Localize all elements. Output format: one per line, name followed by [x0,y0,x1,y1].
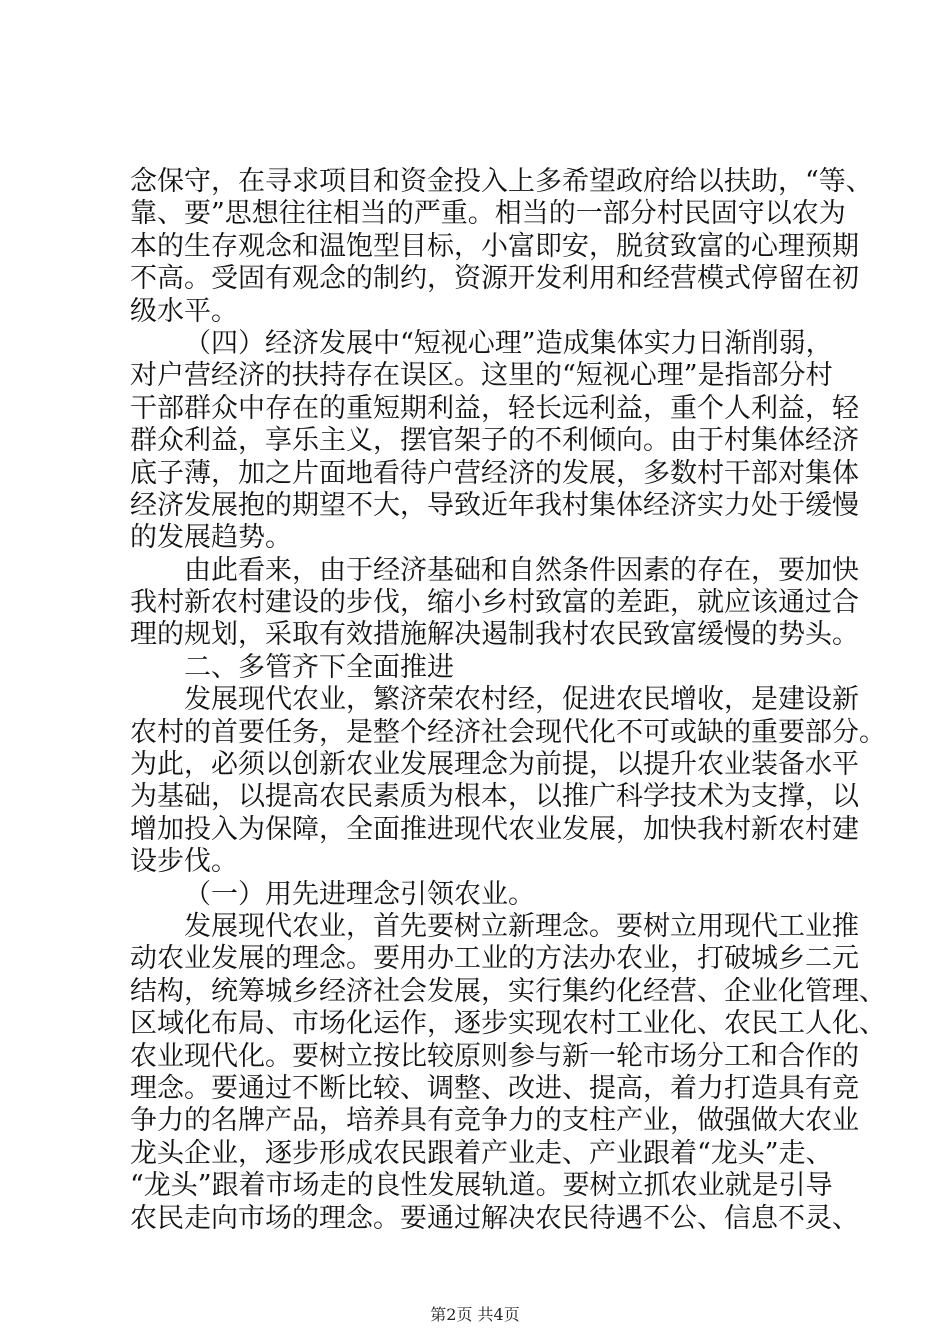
text-line: 底子薄，加之片面地看待户营经济的发展，多数村干部对集体 [130,457,859,489]
text-line: 不高。受固有观念的制约，资源开发利用和经营模式停留在初 [130,263,859,295]
text-line: 发展现代农业，繁济荣农村经，促进农民增收，是建设新 [184,684,859,716]
text-line: 级水平。 [130,295,238,327]
text-line: 结构，统筹城乡经济社会发展，实行集约化经营、企业化管理、 [130,975,886,1007]
text-line: 增加投入为保障，全面推进现代农业发展，加快我村新农村建 [130,813,859,845]
text-line: （四）经济发展中“短视心理”造成集体实力日渐削弱， [184,327,833,359]
text-line: 经济发展抱的期望不大，导致近年我村集体经济实力处于缓慢 [130,489,859,521]
text-line: 农业现代化。要树立按比较原则参与新一轮市场分工和合作的 [130,1040,859,1072]
text-line: 念保守，在寻求项目和资金投入上多希望政府给以扶助，“等、 [130,166,873,197]
page-footer: 第2页 共4页 [430,1305,520,1324]
text-line: 龙头企业，逐步形成农民跟着产业走、产业跟着“龙头”走、 [130,1137,833,1169]
text-line: 发展现代农业，首先要树立新理念。要树立用现代工业推 [184,910,859,942]
text-line: 设步伐。 [130,846,238,878]
text-line: 靠、要”思想往往相当的严重。相当的一部分村民固守以农为 [130,198,846,230]
text-line: 对户营经济的扶持存在误区。这里的“短视心理”是指部分村 [130,360,833,392]
text-line: 本的生存观念和温饱型目标，小富即安，脱贫致富的心理预期 [130,230,859,262]
text-line: 二、多管齐下全面推进 [184,651,454,683]
text-line: 理的规划，采取有效措施解决遏制我村农民致富缓慢的势头。 [130,619,859,651]
text-line: 动农业发展的理念。要用办工业的方法办农业，打破城乡二元 [130,943,859,975]
text-line: 由此看来，由于经济基础和自然条件因素的存在，要加快 [184,554,859,586]
text-line: 我村新农村建设的步伐，缩小乡村致富的差距，就应该通过合 [130,587,859,619]
text-line: 为基础，以提高农民素质为根本，以推广科学技术为支撑，以 [130,781,859,813]
document-body [130,166,886,1235]
text-line: （一）用先进理念引领农业。 [184,878,535,910]
text-line: 农民走向市场的理念。要通过解决农民待遇不公、信息不灵、 [130,1202,859,1234]
text-line: 理念。要通过不断比较、调整、改进、提高，着力打造具有竞 [130,1072,859,1104]
text-line: 群众利益，享乐主义，摆官架子的不利倾向。由于村集体经济 [130,425,859,457]
text-line: 争力的名牌产品，培养具有竞争力的支柱产业，做强做大农业 [130,1105,859,1137]
text-line: 干部群众中存在的重短期利益，轻长远利益，重个人利益，轻 [130,392,859,424]
text-line: 农村的首要任务，是整个经济社会现代化不可或缺的重要部分。 [130,716,886,748]
text-line: “龙头”跟着市场走的良性发展轨道。要树立抓农业就是引导 [130,1170,833,1202]
text-line: 的发展趋势。 [130,522,292,554]
text-line: 为此，必须以创新农业发展理念为前提，以提升农业装备水平 [130,749,859,781]
text-line: 区域化布局、市场化运作，逐步实现农村工业化、农民工人化、 [130,1008,886,1040]
